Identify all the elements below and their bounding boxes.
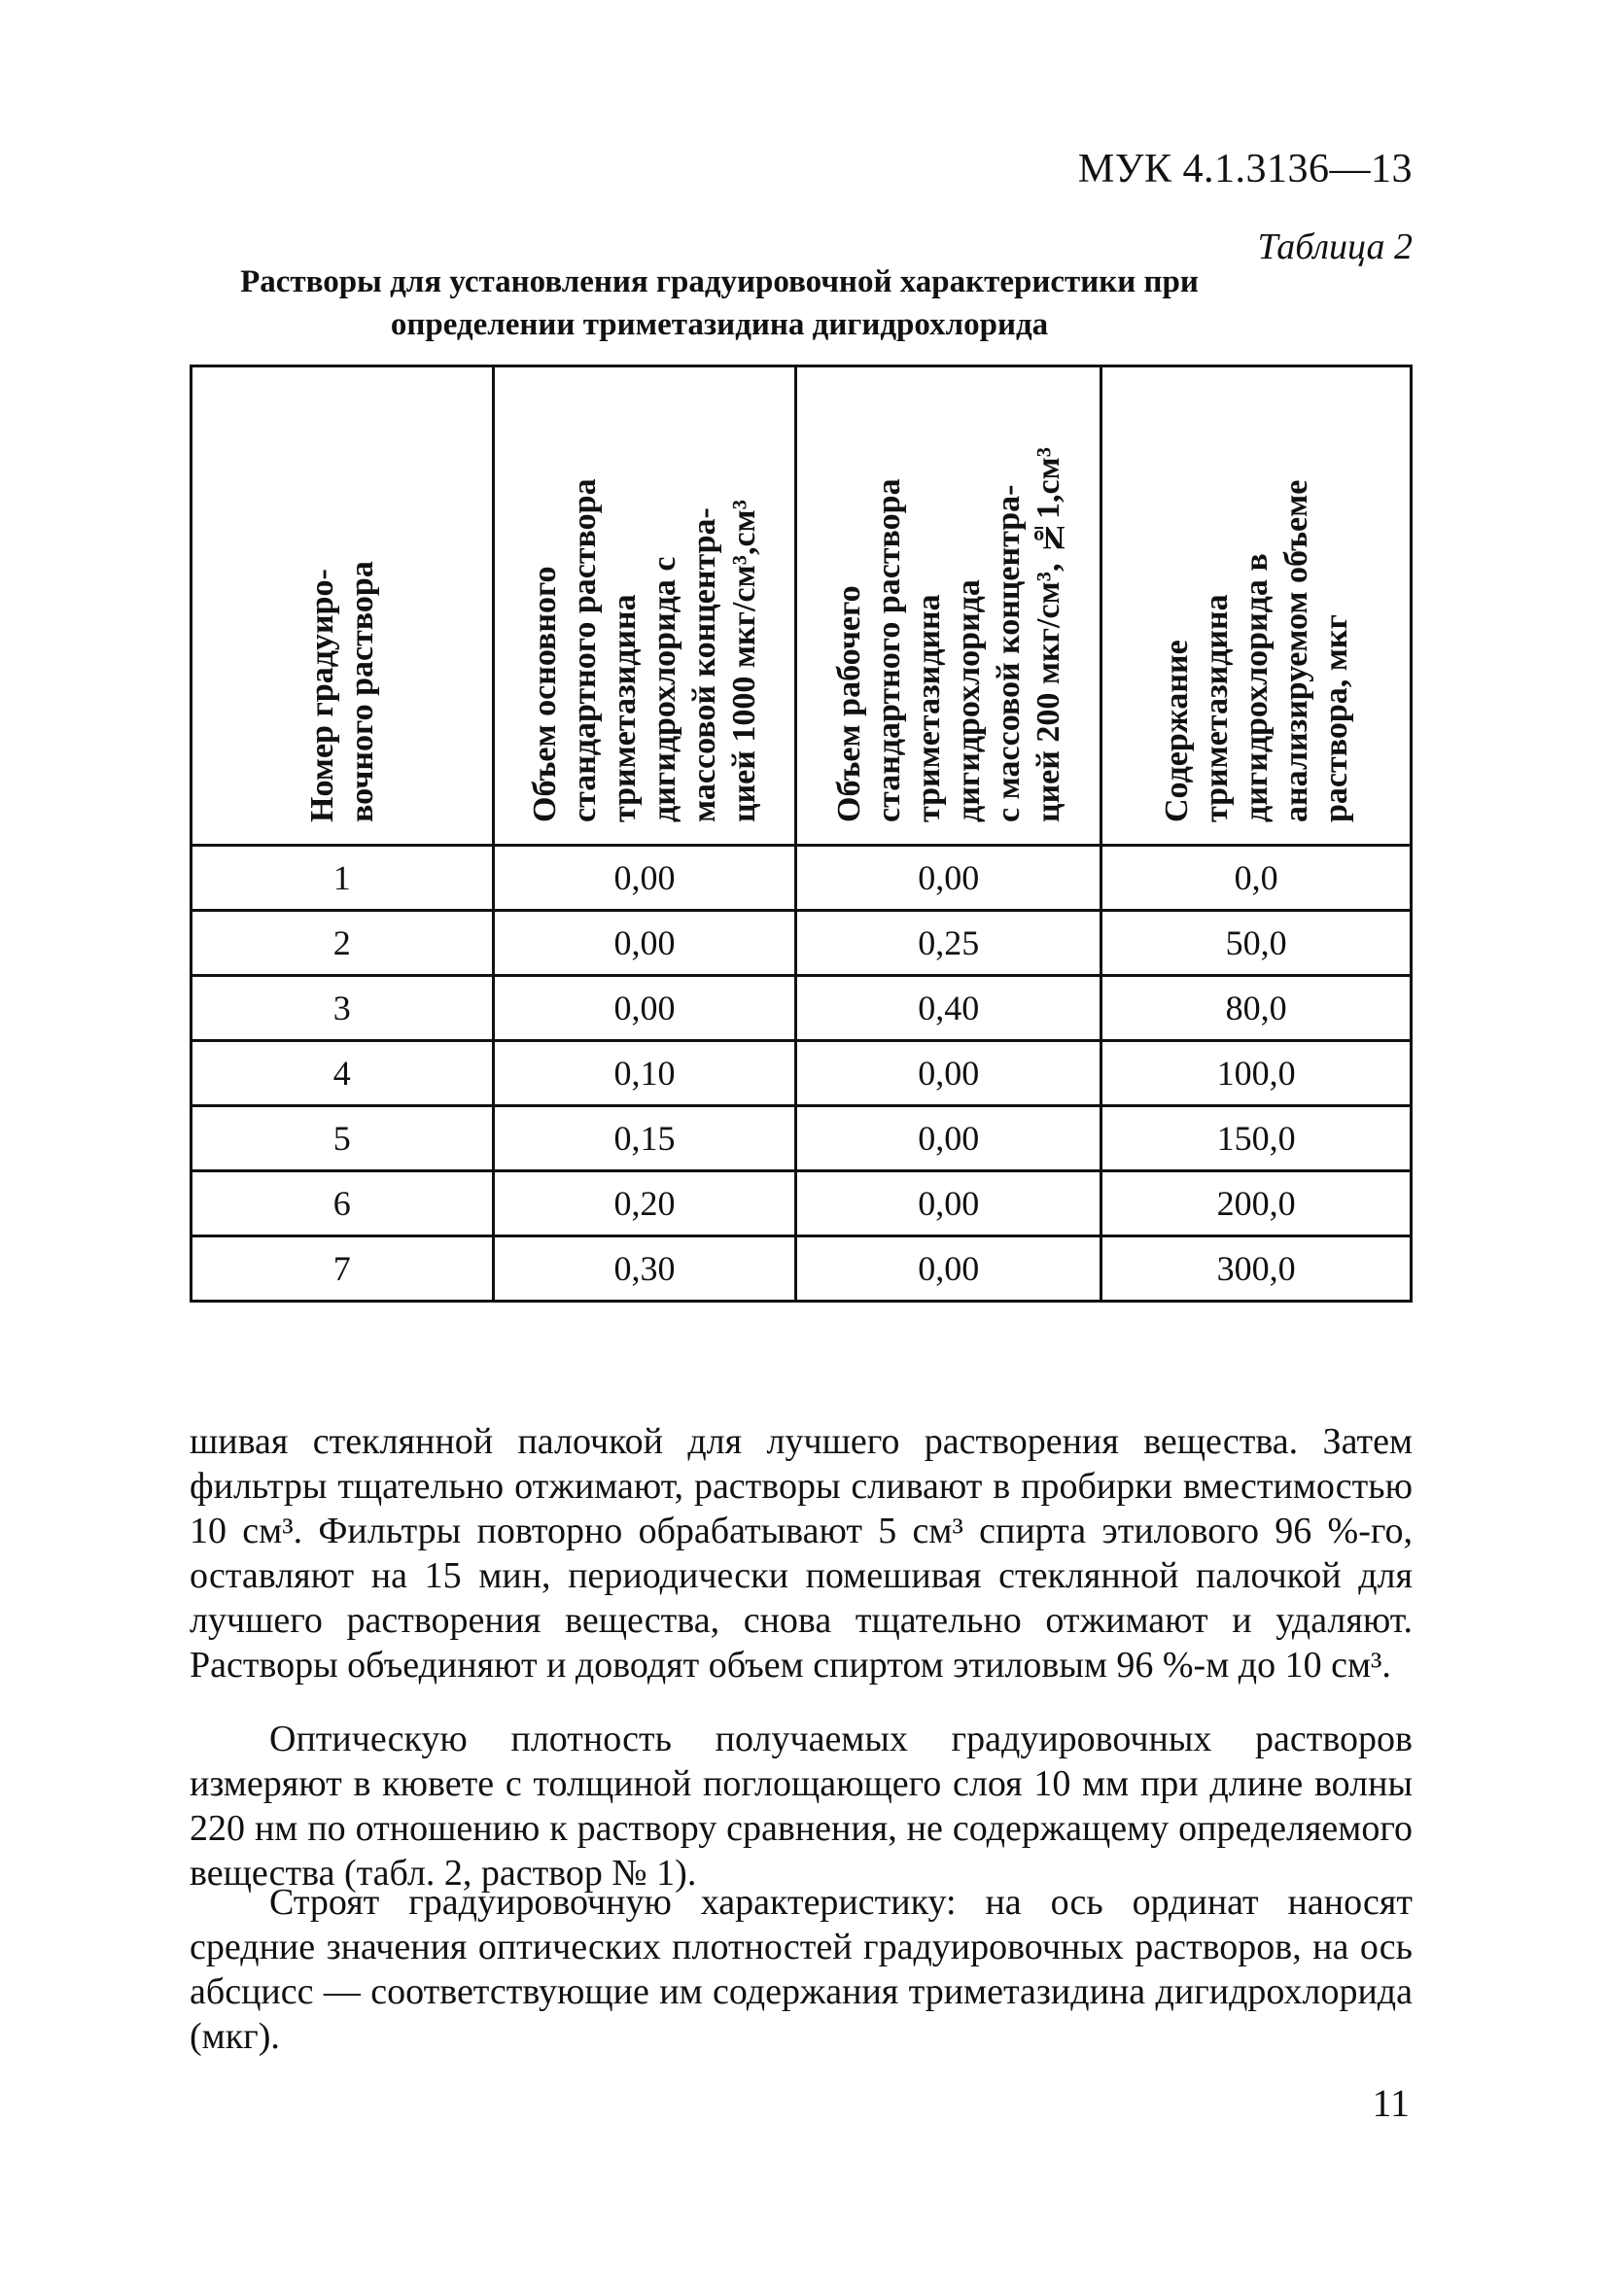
table-cell: 1: [192, 846, 494, 911]
table-label: Таблица 2: [1257, 226, 1413, 267]
table-row: [192, 911, 1412, 976]
table-row: [192, 1041, 1412, 1106]
document-code: МУК 4.1.3136—13: [1077, 147, 1413, 191]
table-cell: 0,40: [796, 976, 1101, 1041]
table-cell: 150,0: [1101, 1106, 1412, 1171]
table-cell: 6: [192, 1171, 494, 1236]
table-cell: 0,00: [796, 846, 1101, 911]
body-paragraph: Оптическую плотность получаемых градуировочных растворов измеряют в кювете с толщиной поглощающего слоя 10 мм при длине волны 220 нм по отношению к раствору сравнения, не содержащему определяемого вещества (табл. 2, раствор № 1).: [190, 1719, 1413, 1894]
table-row: [192, 846, 1412, 911]
table-cell: 0,00: [493, 976, 796, 1041]
column-header: Объем рабочего стандартного раствора триметазидина дигидрохлорида с массовой концентра- цией 200 мкг/см³, №1,см³: [796, 366, 1101, 846]
body-paragraph: шивая стеклянной палочкой для лучшего растворения вещества. Затем фильтры тщательно отжимают, растворы сливают в пробирки вместимостью 10 см³. Фильтры повторно обрабатывают 5 см³ спирта этилового 96 %-го, оставляют на 15 мин, периодически помешивая стеклянной палочкой для лучшего растворения вещества, снова тщательно отжимают и удаляют. Растворы объединяют и доводят объем спиртом этиловым 96 %-м до 10 см³.: [190, 1421, 1413, 1686]
table-cell: 300,0: [1101, 1236, 1412, 1302]
table-cell: 3: [192, 976, 494, 1041]
calibration-table: [190, 365, 1413, 1303]
table-title: Растворы для установления градуировочной характеристики при определении триметазидина дигидрохлорида: [240, 264, 1199, 342]
table-cell: 0,00: [796, 1171, 1101, 1236]
table-cell: 100,0: [1101, 1041, 1412, 1106]
table-cell: 0,00: [796, 1041, 1101, 1106]
table-cell: 0,00: [493, 846, 796, 911]
table-cell: 0,0: [1101, 846, 1412, 911]
table-cell: 0,00: [493, 911, 796, 976]
table-cell: 0,15: [493, 1106, 796, 1171]
table-cell: 0,00: [796, 1106, 1101, 1171]
table-cell: 2: [192, 911, 494, 976]
table-row: [192, 1171, 1412, 1236]
table-cell: 5: [192, 1106, 494, 1171]
table-header-row: [192, 366, 1412, 846]
table-cell: 0,00: [796, 1236, 1101, 1302]
column-header: Содержание триметазидина дигидрохлорида в анализируемом объеме раствора, мкг: [1101, 366, 1412, 846]
column-header: Объем основного стандартного раствора триметазидина дигидрохлорида с массовой концентра- цией 1000 мкг/см³,см³: [493, 366, 796, 846]
table-cell: 4: [192, 1041, 494, 1106]
page-number: 11: [1372, 2081, 1410, 2125]
table-cell: 0,25: [796, 911, 1101, 976]
table-cell: 0,10: [493, 1041, 796, 1106]
table-cell: 0,20: [493, 1171, 796, 1236]
table-row: [192, 1236, 1412, 1302]
table-cell: 7: [192, 1236, 494, 1302]
table-cell: 80,0: [1101, 976, 1412, 1041]
table-row: [192, 1106, 1412, 1171]
table-cell: 0,30: [493, 1236, 796, 1302]
table-cell: 200,0: [1101, 1171, 1412, 1236]
body-paragraph: Строят градуировочную характеристику: на ось ординат наносят средние значения оптических плотностей градуировочных растворов, на ось абсцисс — соответствующие им содержания триметазидина дигидрохлорида (мкг).: [190, 1882, 1413, 2057]
table-cell: 50,0: [1101, 911, 1412, 976]
column-header: Номер градуиро- вочного раствора: [192, 366, 494, 846]
table-row: [192, 976, 1412, 1041]
